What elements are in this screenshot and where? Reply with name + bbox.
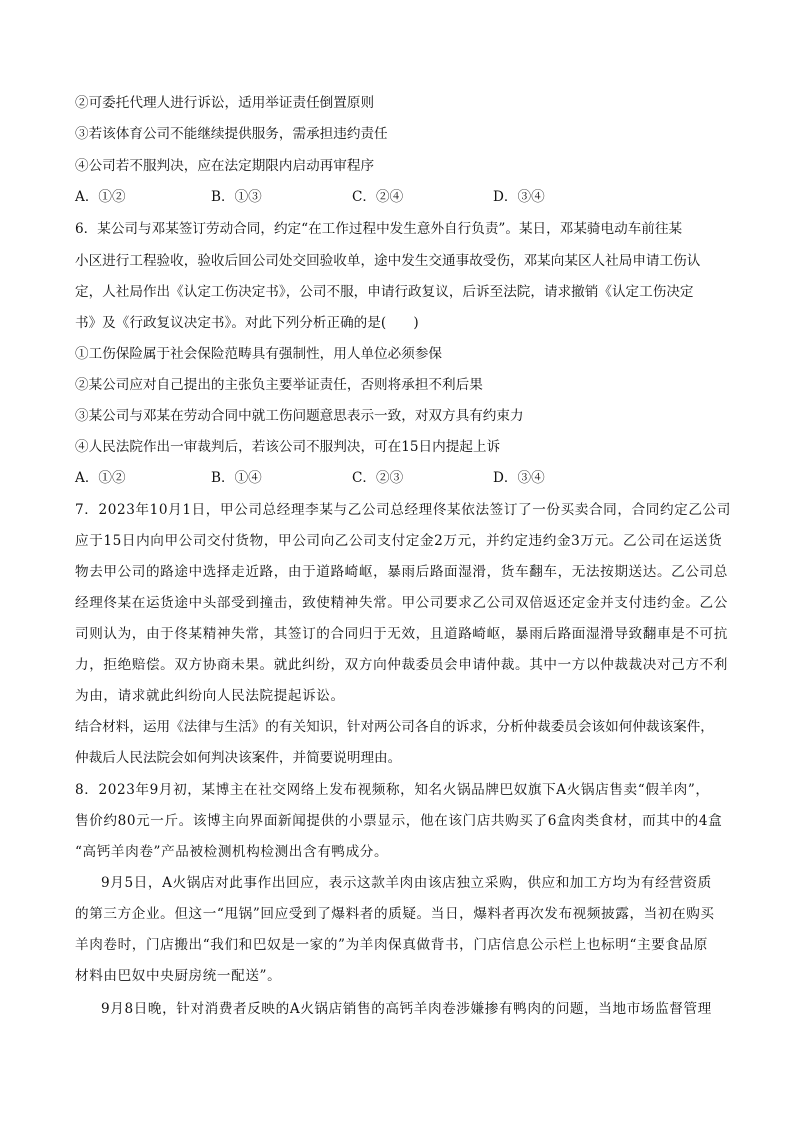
q5-statement-4: ④公司若不服判决，应在法定期限内启动再审程序 [75,158,375,174]
q7-material-line: 经理佟某在运货途中头部受到撞击，致使精神失常。甲公司要求乙公司双倍返还定金并支付违约金。乙公 [75,595,728,611]
q6-statement-1: ①工伤保险属于社会保险范畴具有强制性，用人单位必须参保 [75,346,443,362]
q8-paragraph-2-line: 材料由巴奴中央厨房统一配送”。 [75,968,282,984]
q6-options [75,472,725,488]
q8-material-line: 8．2023年9月初，某博主在社交网络上发布视频称，知名火锅品牌巴奴旗下A火锅店售卖“假羊肉”， [75,782,710,798]
q6-stem-line: 书》及《行政复议决定书》。对此下列分析正确的是( ) [75,315,419,331]
q5-option-c: C．②④ [352,189,404,205]
q8-paragraph-2-line: 羊肉卷时，门店搬出“我们和巴奴是一家的”为羊肉保真做背书，门店信息公示栏上也标明“主要食品原 [75,937,708,953]
q6-option-a: A．①② [75,470,126,486]
q7-material-line: 为由，请求就此纠纷向人民法院提起诉讼。 [75,688,345,704]
q8-paragraph-3-line: 9月8日晚，针对消费者反映的A火锅店销售的高钙羊肉卷涉嫌掺有鸭肉的问题，当地市场监督管理 [101,1001,712,1017]
q6-statement-2: ②某公司应对自己提出的主张负主要举证责任，否则将承担不利后果 [75,377,483,393]
q7-question-line: 结合材料，运用《法律与生活》的有关知识，针对两公司各自的诉求，分析仲裁委员会该如何仲裁该案件， [75,719,714,735]
q7-material-line: 司则认为，由于佟某精神失常，其签订的合同归于无效，且道路崎岖，暴雨后路面湿滑导致翻車是不可抗 [75,626,728,642]
q6-statement-4: ④人民法院作出一审裁判后，若该公司不服判决，可在15日内提起上诉 [75,439,501,455]
q6-stem-line: 小区进行工程验收，验收后回公司处交回验收单，途中发生交通事故受伤，邓某向某区人社局申请工伤认 [75,253,701,269]
q7-material-line: 应于15日内向甲公司交付货物，甲公司向乙公司支付定金2万元，并约定违约金3万元。乙公司在运送货 [75,533,723,549]
q8-paragraph-2-line: 的第三方企业。但这一“甩锅”回应受到了爆料者的质疑。当日，爆料者再次发布视频披露，当初在购买 [75,906,715,922]
q5-statement-2: ②可委托代理人进行诉讼，适用举证责任倒置原则 [75,95,375,111]
q6-option-b: B．①④ [211,470,262,486]
q7-question-line: 仲裁后人民法院会如何判决该案件，并简要说明理由。 [75,750,402,766]
q5-statement-3: ③若该体育公司不能继续提供服务，需承担违约责任 [75,126,388,142]
q5-options [75,191,725,207]
q7-material-line: 物去甲公司的路途中选择走近路，由于道路崎岖，暴雨后路面湿滑，货车翻车，无法按期送达。乙公司总 [75,564,728,580]
q8-material-line: 售价约80元一斤。该博主向界面新闻提供的小票显示，他在该门店共购买了6盒肉类食材，而其中的4盒 [75,813,723,829]
q6-statement-3: ③某公司与邓某在劳动合同中就工伤问题意思表示一致，对双方具有约束力 [75,408,524,424]
q5-option-a: A．①② [75,189,126,205]
q8-paragraph-2-line: 9月5日，A火锅店对此事作出回应，表示这款羊肉由该店独立采购，供应和加工方均为有经营资质 [101,875,712,891]
q5-option-b: B．①③ [211,189,262,205]
q7-material-line: 力，拒绝赔偿。双方协商未果。就此纠纷，双方向仲裁委员会申请仲裁。其中一方以仲裁裁决对己方不利 [75,657,728,673]
q8-material-line: “高钙羊肉卷”产品被检测机构检测出含有鸭成分。 [75,844,389,860]
q5-option-d: D．③④ [493,189,545,205]
q6-option-d: D．③④ [493,470,545,486]
q6-stem-line: 6．某公司与邓某签订劳动合同，约定“在工作过程中发生意外自行负责”。某日，邓某骑电动车前往某 [75,221,683,237]
q7-material-line: 7．2023年10月1日，甲公司总经理李某与乙公司总经理佟某依法签订了一份买卖合同，合同约定乙公司 [75,502,731,518]
q6-option-c: C．②③ [352,470,404,486]
q6-stem-line: 定，人社局作出《认定工伤决定书》，公司不服，申请行政复议，后诉至法院，请求撤销《认定工伤决定 [75,284,694,300]
